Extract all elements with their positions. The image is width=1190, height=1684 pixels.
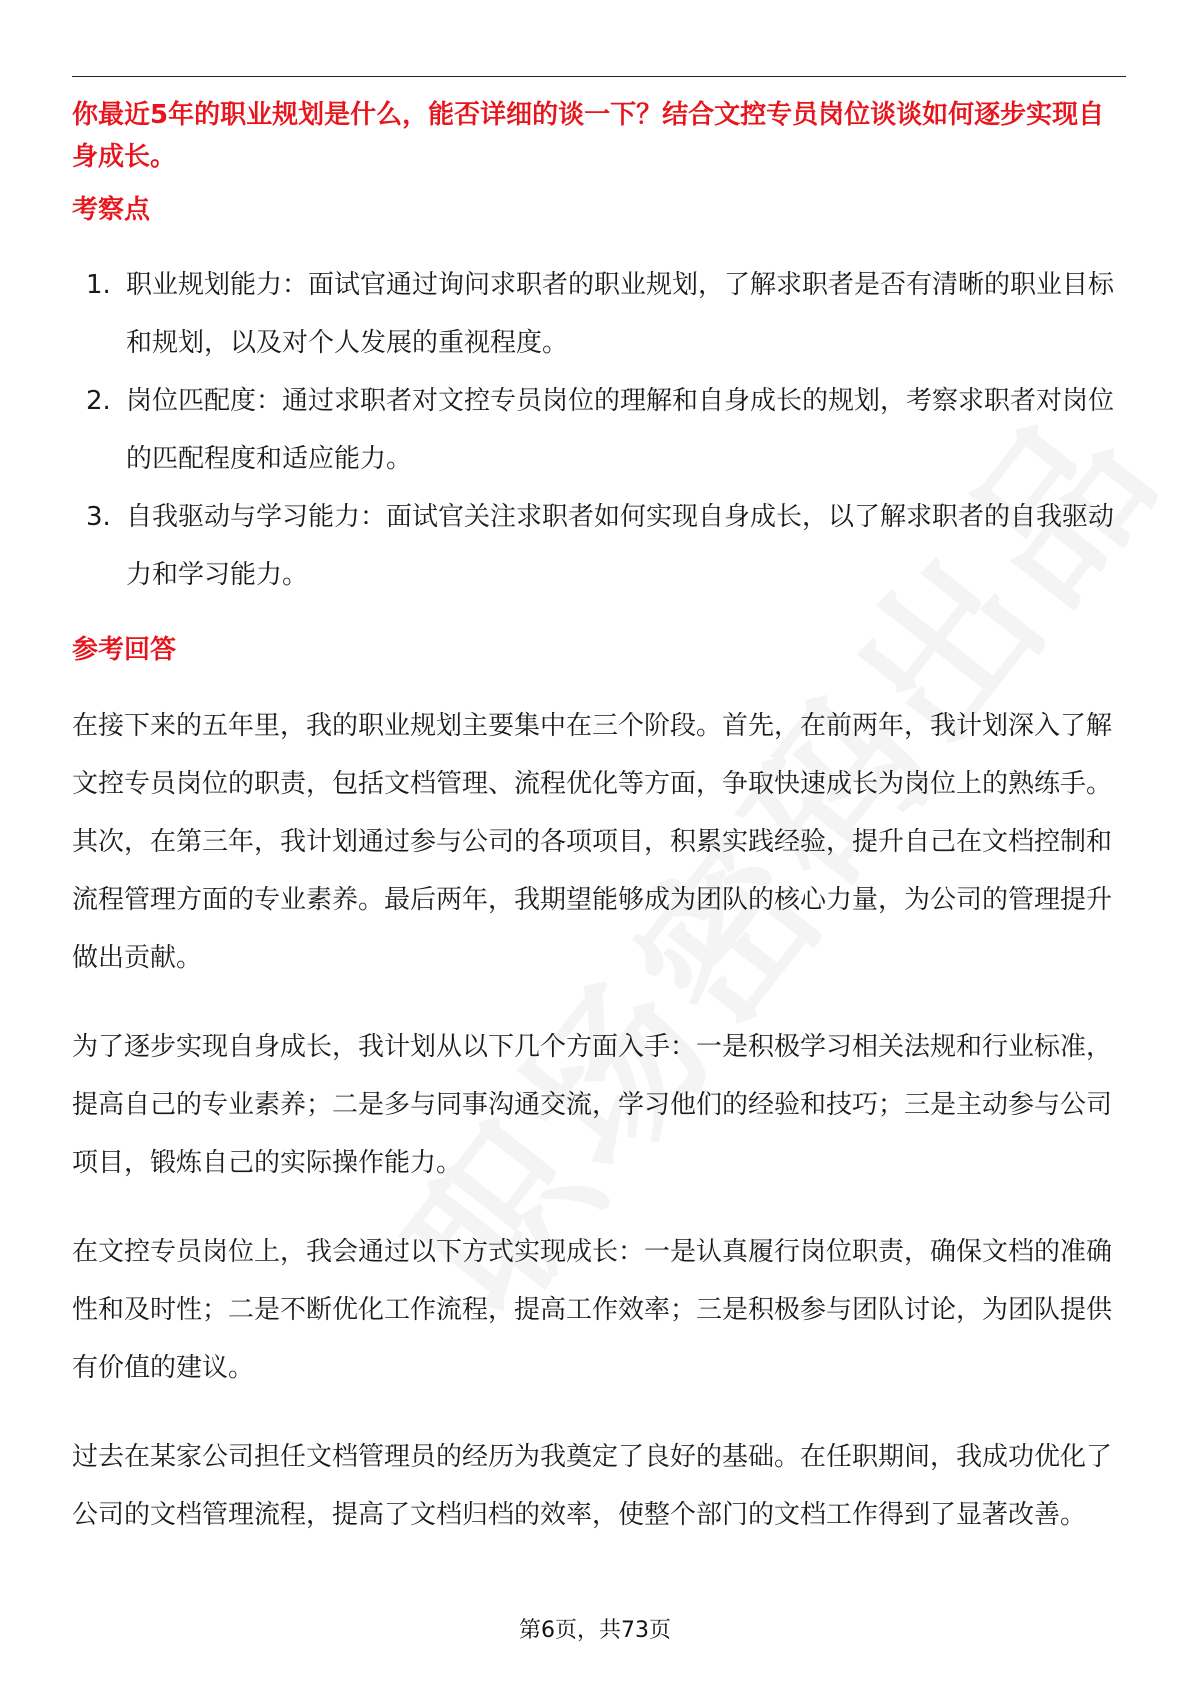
list-item-text: 职业规划能力：面试官通过询问求职者的职业规划，了解求职者是否有清晰的职业目标和规划，以及对个人发展的重视程度。 (126, 270, 1115, 358)
list-item-number: 2. (86, 386, 111, 416)
list-item-text: 自我驱动与学习能力：面试官关注求职者如何实现自身成长，以了解求职者的自我驱动力和学习能力。 (126, 502, 1115, 590)
points-heading: 考察点 (72, 195, 151, 225)
list-item (72, 256, 1126, 372)
list-item (72, 372, 1126, 488)
list-item (72, 488, 1126, 604)
header-rule (72, 76, 1126, 77)
points-list (72, 256, 1126, 604)
answer-paragraph: 在接下来的五年里，我的职业规划主要集中在三个阶段。首先，在前两年，我计划深入了解文控专员岗位的职责，包括文档管理、流程优化等方面，争取快速成长为岗位上的熟练手。其次，在第三年，我计划通过参与公司的各项项目，积累实践经验，提升自己在文档控制和流程管理方面的专业素养。最后两年，我期望能够成为团队的核心力量，为公司的管理提升做出贡献。 (72, 711, 1113, 973)
question-title: 你最近5年的职业规划是什么，能否详细的谈一下？结合文控专员岗位谈谈如何逐步实现自身成长。 (72, 100, 1105, 172)
answer-paragraph: 为了逐步实现自身成长，我计划从以下几个方面入手：一是积极学习相关法规和行业标准，提高自己的专业素养；二是多与同事沟通交流，学习他们的经验和技巧；三是主动参与公司项目，锻炼自己的实际操作能力。 (72, 1032, 1113, 1178)
list-item-text: 岗位匹配度：通过求职者对文控专员岗位的理解和自身成长的规划，考察求职者对岗位的匹配程度和适应能力。 (126, 386, 1115, 474)
answer-paragraph: 在文控专员岗位上，我会通过以下方式实现成长：一是认真履行岗位职责，确保文档的准确性和及时性；二是不断优化工作流程，提高工作效率；三是积极参与团队讨论，为团队提供有价值的建议。 (72, 1237, 1113, 1383)
list-item-number: 1. (86, 270, 111, 300)
answer-paragraph: 过去在某家公司担任文档管理员的经历为我奠定了良好的基础。在任职期间，我成功优化了公司的文档管理流程，提高了文档归档的效率，使整个部门的文档工作得到了显著改善。 (72, 1442, 1113, 1530)
page-number: 第6页，共73页 (519, 1618, 671, 1643)
list-item-number: 3. (86, 502, 111, 532)
answer-heading: 参考回答 (72, 635, 177, 665)
